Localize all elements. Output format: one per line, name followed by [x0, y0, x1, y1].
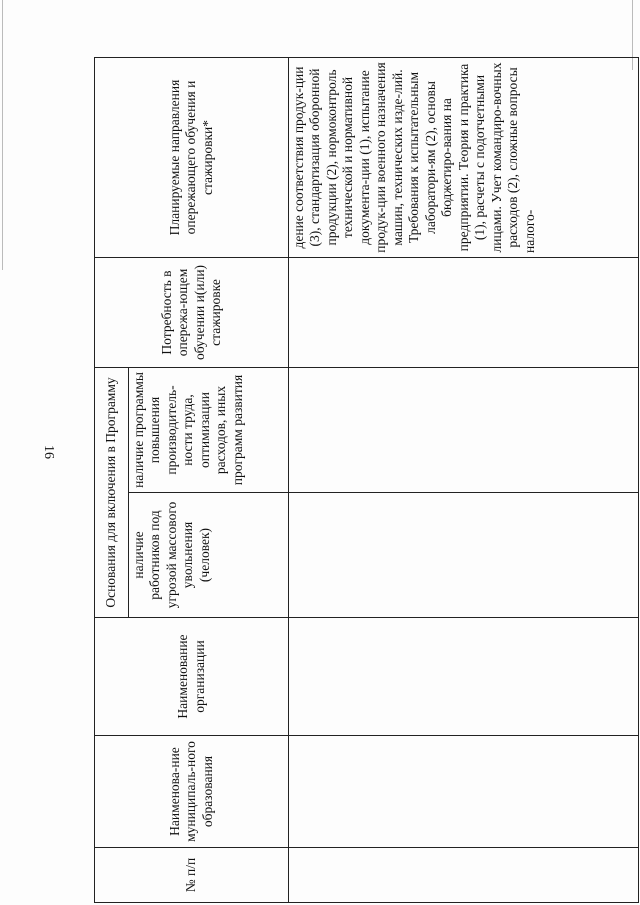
header-grounds-group: Основания для включения в Программу — [95, 368, 129, 618]
scan-artifact — [2, 0, 3, 270]
cell-municipality — [289, 736, 639, 848]
cell-grounds-program — [289, 368, 639, 493]
header-grounds-program: наличие программы повышения производитель-ности труда, оптимизации расходов, иных программ развития — [129, 368, 289, 493]
table-container — [94, 58, 639, 903]
header-grounds-threat: наличие работников под угрозой массового увольнения (человек) — [129, 493, 289, 618]
header-num: № п/п — [95, 848, 289, 903]
header-need: Потребность в опережа-ющем обучении и(или) стажировке — [95, 258, 289, 368]
cell-directions: дение соответствия продук-ции (3), стандартизация оборонной продукции (2), нормоконтроль технической и нормативной документа-ции (1), испытание продук-ции военного назначения машин, технических изде-лий. Требования к испытательным лаборатори-ям (2), основы бюджетиро-вания на предприятии. Теория и практика (1), расчеты с подотчетными лицами. Учет командиро-вочных расходов (2), сложные вопросы налого- — [289, 58, 639, 258]
table-rotated-frame — [94, 58, 639, 903]
cell-organization — [289, 618, 639, 736]
cell-need — [289, 258, 639, 368]
header-directions: Планируемые направления опережающего обучения и стажировки* — [95, 58, 289, 258]
page-number: 16 — [41, 445, 56, 459]
cell-grounds-threat — [289, 493, 639, 618]
header-organization: Наименование организации — [95, 618, 289, 736]
program-table — [94, 57, 639, 903]
header-municipality: Наименова-ние муниципаль-ного образования — [95, 736, 289, 848]
cell-num — [289, 848, 639, 903]
